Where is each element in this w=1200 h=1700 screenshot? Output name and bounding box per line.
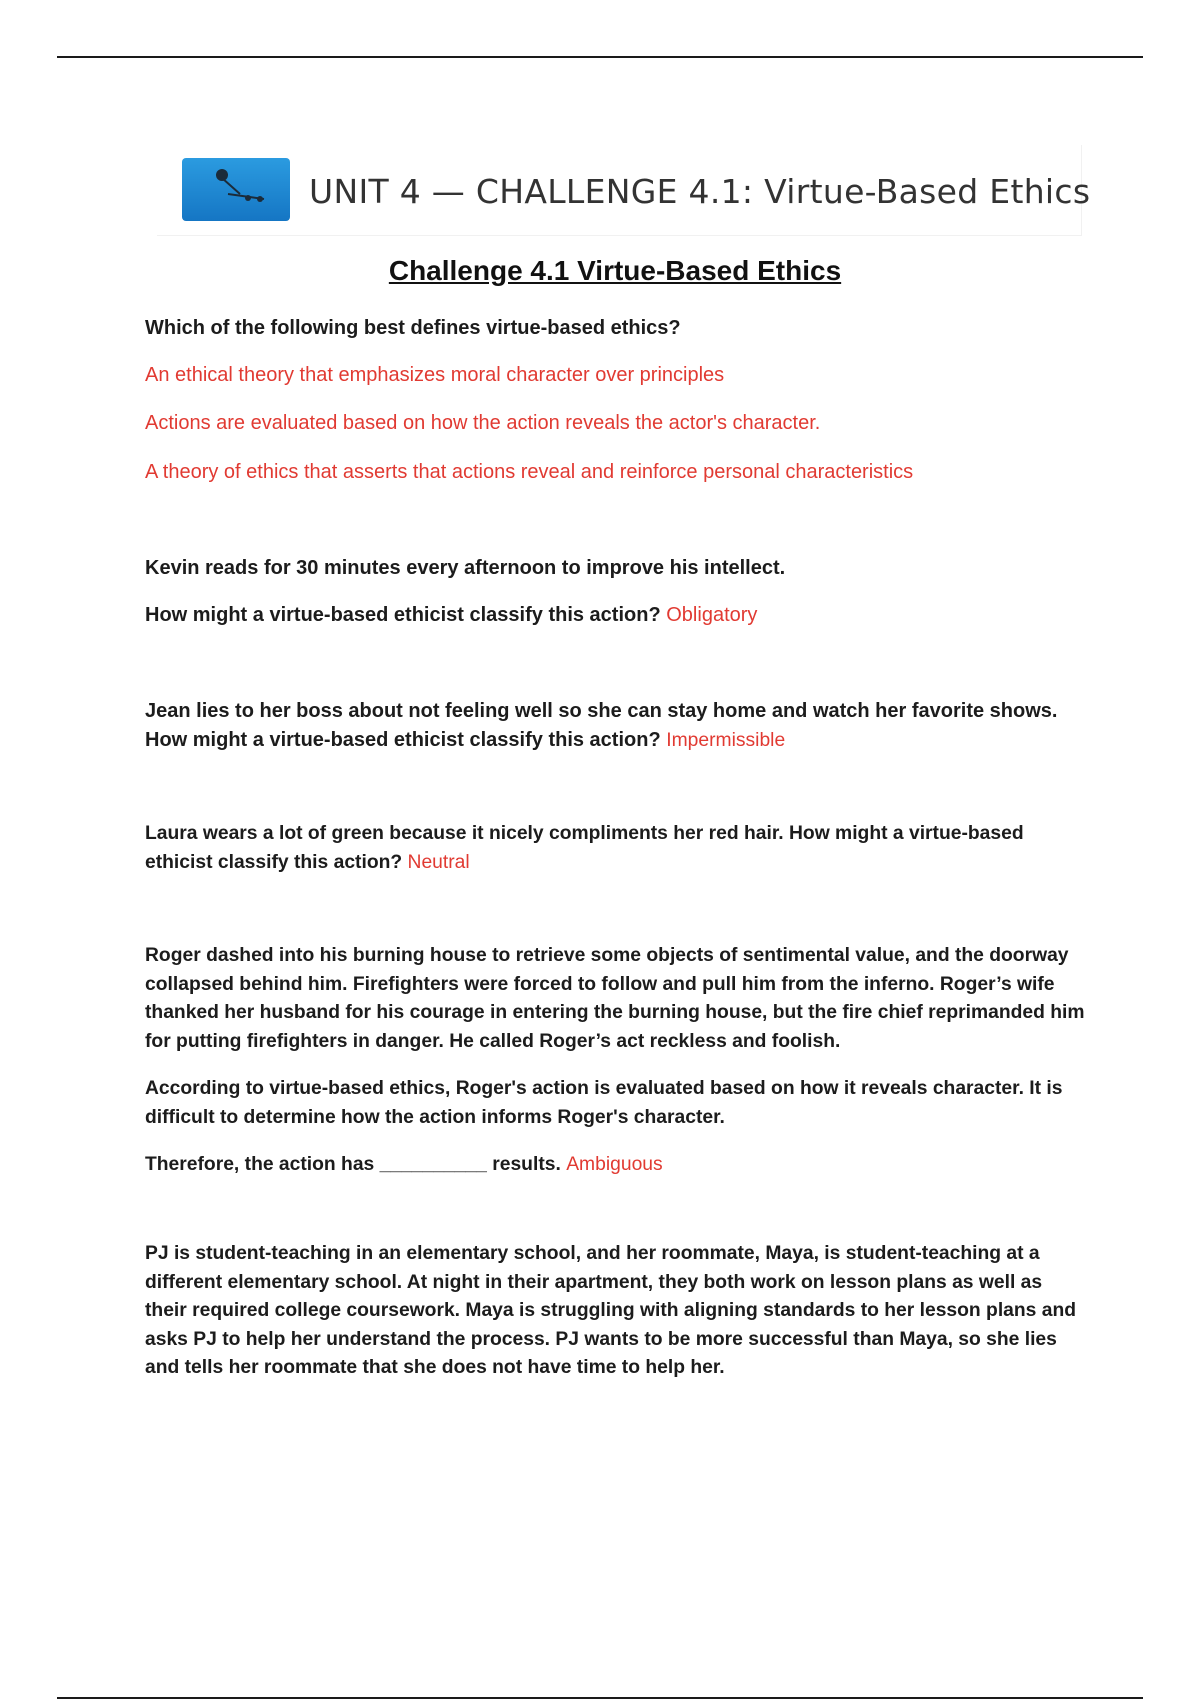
unit-banner: [157, 145, 1091, 236]
bottom-rule: [57, 1697, 1143, 1699]
answer-5: Ambiguous: [566, 1154, 663, 1175]
answer-3: Impermissible: [666, 729, 786, 751]
pendulum-icon: [182, 158, 290, 221]
answer-1b: Actions are evaluated based on how the action reveals the actor's character.: [145, 412, 821, 434]
scenario-5: Roger dashed into his burning house to retrieve some objects of sentimental value, and the doorway collapsed behind him. Firefighters were forced to follow and pull him from the inferno. Roger’s wife thanked her husband for his courage in entering the burning house, but the fire chief reprimanded him for putting firefighters in danger. He called Roger’s act reckless and foolish.: [145, 945, 1085, 1052]
question-1: Which of the following best defines virtue-based ethics?: [145, 317, 681, 339]
page-title: Challenge 4.1 Virtue-Based Ethics: [388, 255, 842, 286]
answer-2: Obligatory: [666, 604, 758, 626]
unit-title: UNIT 4 — CHALLENGE 4.1: Virtue-Based Ethics: [309, 172, 1091, 211]
answer-4: Neutral: [407, 851, 470, 873]
question-2-text: How might a virtue-based ethicist classify this action?: [145, 604, 661, 626]
scenario-6: PJ is student-teaching in an elementary school, and her roommate, Maya, is student-teaching at a different elementary school. At night in their apartment, they both work on lesson plans as well as their required college coursework. Maya is struggling with aligning standards to her lesson plans and asks PJ to help her understand the process. PJ wants to be more successful than Maya, so she lies and tells her roommate that she does not have time to help her.: [145, 1243, 1077, 1378]
scenario-2: Kevin reads for 30 minutes every afternoon to improve his intellect.: [145, 557, 786, 579]
question-5-text: Therefore, the action has __________ results.: [145, 1154, 561, 1175]
answer-1c: A theory of ethics that asserts that actions reveal and reinforce personal characteristics: [145, 461, 914, 483]
question-2: [145, 601, 1085, 630]
question-3-text: Jean lies to her boss about not feeling well so she can stay home and watch her favorite shows. How might a virtue-based ethicist classify this action?: [145, 700, 1058, 751]
question-4: [145, 820, 1085, 877]
explanation-5: According to virtue-based ethics, Roger's action is evaluated based on how it reveals character. It is difficult to determine how the action informs Roger's character.: [145, 1078, 1063, 1128]
question-4-text: Laura wears a lot of green because it nicely compliments her red hair. How might a virtue-based ethicist classify this action?: [145, 823, 1024, 873]
question-3: [145, 697, 1085, 755]
answer-1a: An ethical theory that emphasizes moral character over principles: [145, 364, 725, 386]
top-rule: [57, 56, 1143, 58]
question-5: [145, 1151, 1085, 1180]
